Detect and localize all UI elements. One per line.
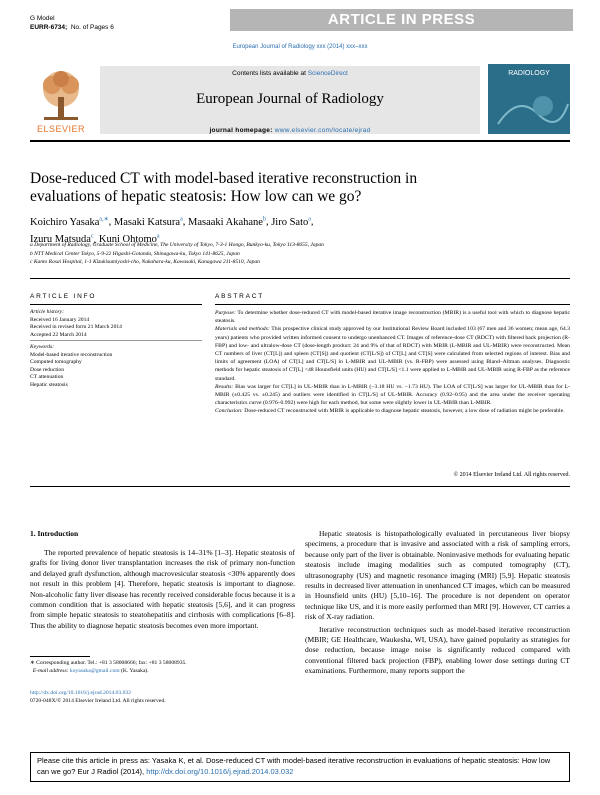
article-in-press-banner: ARTICLE IN PRESS	[230, 9, 573, 31]
author[interactable]: Masaaki Akahane$^b$	[188, 216, 266, 228]
keywords-label: Keywords:	[30, 344, 55, 350]
affiliation-item: c Kanto Rosai Hospital, 1-1 Kizukisumiyoshi-cho, Nakahara-ku, Kawasaki, Kanagawa 211-8510, Japan	[30, 259, 260, 265]
keyword: Computed tomography	[30, 359, 82, 365]
publisher-name: ELSEVIER	[36, 124, 86, 134]
history-item: Received 16 January 2014	[30, 316, 90, 323]
journal-citation: European Journal of Radiology xxx (2014) xxx–xxx	[232, 44, 368, 50]
history-label: Article history:	[30, 309, 65, 315]
footnote	[30, 659, 295, 675]
header-meta	[30, 14, 114, 32]
affiliation-item: a Department of Radiology, Graduate School of Medicine, The University of Tokyo, 7-3-1 Hongo, Bunkyo-ku, Tokyo 113-8655, Japan	[30, 242, 324, 248]
issn-line: 0720-048X/© 2014 Elsevier Ireland Ltd. All rights reserved.	[30, 698, 166, 704]
keyword: Dose reduction	[30, 366, 65, 373]
model-label: G Model	[30, 15, 55, 22]
author[interactable]: Koichiro Yasaka$^{a,∗}$	[30, 216, 109, 228]
email-link[interactable]: koyasaka@gmail.com	[69, 668, 120, 674]
footnote-rule	[30, 656, 90, 657]
contents-line	[100, 70, 480, 77]
abstract-heading: ABSTRACT	[215, 293, 265, 300]
abstract-methods: Materials and methods: This prospective clinical study approved by our Institutional Review Board included 103 (67 men and 36 women; mean age, 64.3 years) patients who provided written informed consent to undergo unenhanced CT. Images of reference-dose CT (RDCT) with filtered back projection (R-FBP) and low- and ultralow-dose CT (dose-length product: 24 and 9% of that of RDCT) with MBIR (L-MBIR and UL-MBIR) were reconstructed. Mean CT numbers of liver (CT[L]) and spleen (CT[S]) and quotient (CT[L/S]) of CT[L] and CT[S] were calculated from selected regions of interest. Bias and limits of agreement (LOA) of CT[L] and CT[L/S] in L-MBIR and UL-MBIR (vs. R-FBP) were assessed using Bland–Altman analyses. Diagnostic methods for hepatic steatosis of CT[L] <48 Hounsfield units (HU) and CT[L/S] <1.1 were applied to L-MBIR and UL-MBIR using R-FBP as the reference standard.	[215, 326, 570, 382]
affiliations	[30, 241, 510, 267]
article-title: Dose-reduced CT with model-based iterative reconstruction in evaluations of hepatic steatosis: How low can we go?	[30, 170, 418, 205]
author-list: Koichiro Yasaka$^{a,∗}$, Masaki Katsura$^a$, Masaaki Akahane$^b$, Jiro Sato$^a$, Izuru Matsuda$^c$, Kuni Ohtomo$^a$	[30, 216, 314, 245]
abstract-results: Results: Bias was larger for CT[L] in UL-MBIR than in L-MBIR (−3.18 HU vs. −1.73 HU). The LOA of CT[L/S] was larger for UL-MBIR than for L-MBIR (±0.425 vs. ±0.245) and outliers were identified in CT[L/S] of UL-MBIR. Accuracy (0.92–0.95) and the area under the receiver operating characteristics curve (0.976–0.992) were high for each method, but some were slightly lower in UL-MBIR than L-MBIR.	[215, 383, 570, 407]
section-heading-introduction: 1. Introduction	[30, 529, 79, 538]
body-rule	[30, 486, 570, 487]
keyword: Model-based iterative reconstruction	[30, 351, 113, 358]
corresponding-author: ∗ Corresponding author. Tel.: +81 3 58008666; fax: +81 3 58008935.	[30, 660, 187, 666]
citation-text: Please cite this article in press as: Yasaka K, et al. Dose-reduced CT with model-based iterative reconstruction in evaluations of hepatic steatosis: How low can we go? Eur J Radiol (2014),	[37, 756, 551, 776]
affiliation-item: b NTT Medical Center Tokyo, 5-9-22 Higashi-Gotanda, Shinagawa-ku, Tokyo 141-8625, Japan	[30, 250, 240, 257]
homepage-link[interactable]: www.elsevier.com/locate/ejrad	[274, 127, 371, 134]
history-item: Received in revised form 21 March 2014	[30, 324, 122, 330]
sciencedirect-link[interactable]: ScienceDirect	[307, 70, 348, 77]
email-suffix: (K. Yasaka).	[121, 668, 149, 674]
page-count: No. of Pages 6	[70, 24, 114, 31]
article-history	[30, 309, 202, 339]
citation-box	[30, 752, 570, 782]
author[interactable]: Kuni Ohtomo$^a$	[98, 233, 160, 245]
keywords-rule	[30, 340, 202, 341]
paragraph: The reported prevalence of hepatic steatosis is 14–31% [1–3]. Hepatic steatosis of grafts for living donor liver transplantation increases the risk of primary non-function and delayed graft dysfunction, although macrovesicular steatosis <30% apparently does not result in this problem [4]. Therefore, hepatic steatosis is important to diagnose. Non-alcoholic fatty liver disease has recently received considerable focus because it is a common condition that is associated with hepatic steatosis [5,6], and it can progress from simple hepatic steatosis to steatohepatitis and cirrhosis with complications [6–8]. Thus the ability to diagnose hepatic steatosis becomes even more important.	[30, 548, 295, 630]
elsevier-tree-logo	[30, 67, 92, 129]
header-rule	[30, 140, 570, 142]
contents-prefix: Contents lists available at	[232, 70, 306, 77]
abstract-conclusion: Conclusion: Dose-reduced CT reconstructed with MBIR is applicable to diagnose hepatic steatosis, however, a low dose of radiation might be preferable.	[215, 408, 565, 415]
history-item: Accepted 22 March 2014	[30, 331, 87, 338]
paragraph: Hepatic steatosis is histopathologically evaluated in percutaneous liver biopsy specimens, a procedure that is invasive and associated with a risk of sampling errors, because only part of the liver is obtainable. Noninvasive methods for evaluating hepatic steatosis include imaging modalities such as computed tomography (CT), ultrasonography (US) and magnetic resonance imaging (MRI) [5,9]. Hepatic steatosis results in decreased liver attenuation in unenhanced CT images, which can be measured in Hounsfield units (HU) [5,10–16]. The procedure is not dependent on operator technique like US, and it is more easily performed than MRI [9]. However, CT carries a risk of X-ray radiation.	[305, 529, 570, 622]
body-column-right	[305, 529, 570, 677]
author[interactable]: Jiro Sato$^a$	[271, 216, 311, 228]
keyword: CT attenuation	[30, 374, 64, 380]
journal-homepage	[100, 127, 480, 134]
section-rule	[30, 278, 570, 279]
cover-title: RADIOLOGY	[508, 70, 550, 77]
journal-title: European Journal of Radiology	[196, 91, 384, 107]
citation-doi-link[interactable]: http://dx.doi.org/10.1016/j.ejrad.2014.03.032	[146, 766, 294, 776]
paragraph: Iterative reconstruction techniques such as model-based iterative reconstruction (MBIR; GE Healthcare, Waukesha, WI, USA), have gained popularity as strategies for dose reduction, because image noise is significantly reduced compared with conventional filtered back projection (FBP), enabling lower dose settings during CT examinations. Furthermore, many reports support the	[305, 624, 570, 676]
copyright: © 2014 Elsevier Ireland Ltd. All rights reserved.	[453, 472, 570, 478]
doi-block	[30, 689, 295, 705]
article-info-heading: ARTICLE INFO	[30, 293, 97, 300]
body-column-left	[30, 548, 295, 631]
article-code: EURR-6734;	[30, 24, 68, 31]
abstract-rule	[215, 304, 570, 305]
homepage-label: journal homepage:	[209, 127, 273, 134]
keyword: Hepatic steatosis	[30, 381, 68, 388]
doi-link[interactable]: http://dx.doi.org/10.1016/j.ejrad.2014.03.032	[30, 690, 132, 696]
keywords	[30, 344, 202, 389]
article-info-rule	[30, 304, 202, 305]
email-label: E-mail address:	[32, 668, 69, 674]
author[interactable]: Masaki Katsura$^a$	[113, 216, 183, 228]
abstract-purpose: Purpose: To determine whether dose-reduced CT with model-based iterative image reconstruction (MBIR) is a useful tool with which to diagnose hepatic steatosis.	[215, 310, 571, 325]
abstract-body	[215, 309, 570, 416]
author[interactable]: Izuru Matsuda$^c$	[30, 233, 94, 245]
